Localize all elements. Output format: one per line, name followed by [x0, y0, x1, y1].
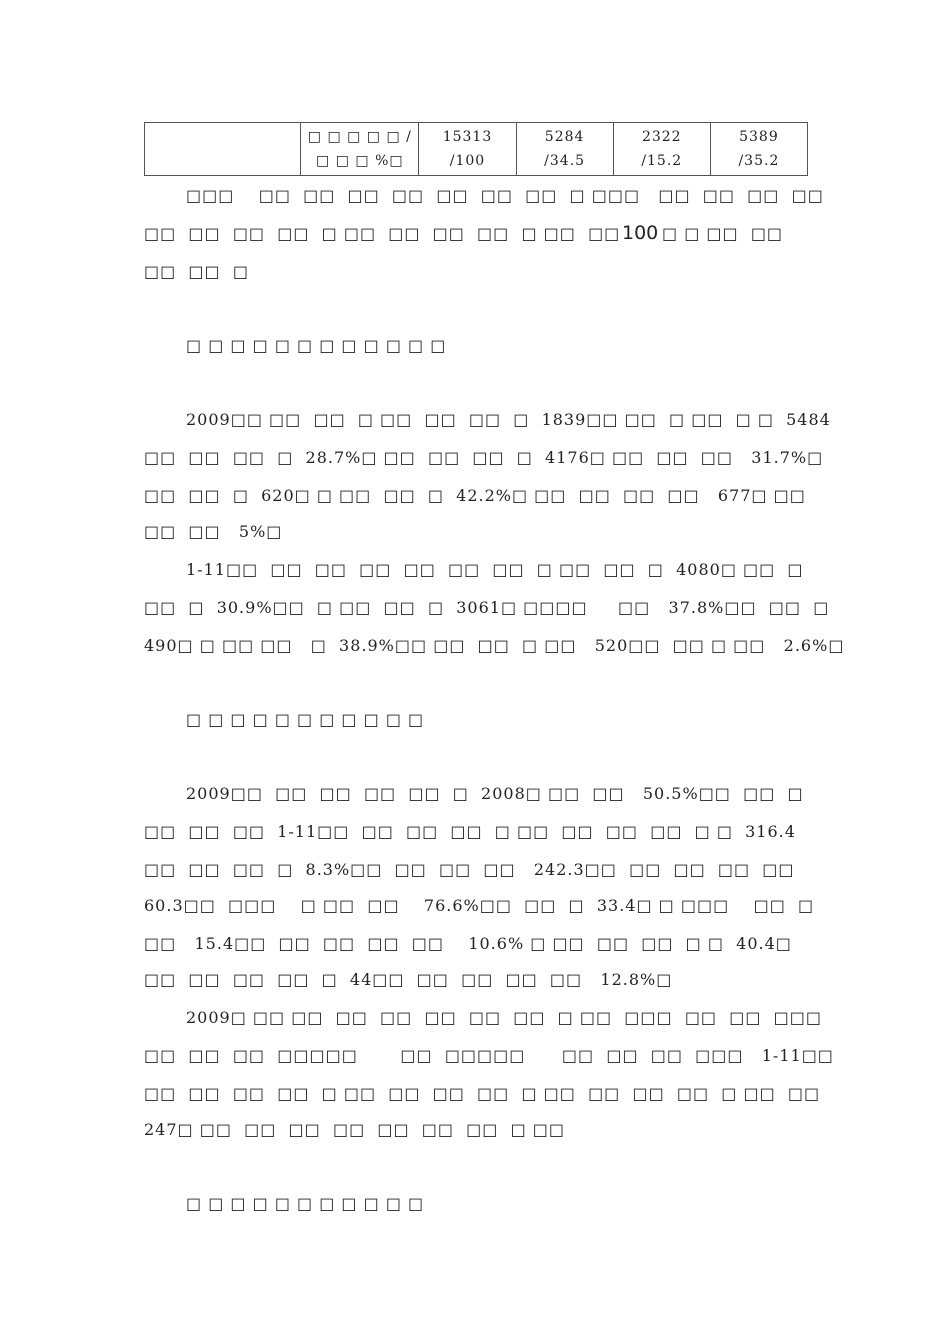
text-line: 2009□ □□ □□ □□ □□ □□ □□ □□ □ □□ □□□ □□ □□ □□□ — [186, 1008, 822, 1027]
text-line: □□ □□ □□ □ 28.7%□ □□ □□ □□ □ 4176□ □□ □□ □□ 31.7%□ — [144, 448, 824, 467]
text-line: □□ □□ □□ □□ □ □□ □□ □□ □□ □ □□ □□ — [144, 224, 621, 243]
label-line-2: □ □ □ %□ — [316, 153, 404, 169]
text-line: □□□ □□ □□ □□ □□ □□ □□ □□ □ □□□ □□ □□ □□ □□ — [186, 186, 824, 205]
cell-share: /35.2 — [738, 153, 780, 169]
text-line: 1-11□□ □□ □□ □□ □□ □□ □□ □ □□ □□ □ 4080□ □□ □ — [186, 560, 804, 579]
text-line: □ □ □□ □□ — [662, 224, 784, 243]
table-cell-col2 — [516, 123, 613, 176]
cell-value: 2322 — [641, 129, 682, 145]
text-number: 100 — [622, 222, 659, 244]
text-line: 2009□□ □□ □□ □□ □□ □ 2008□ □□ □□ 50.5%□□ □□ □ — [186, 784, 804, 803]
cell-share: /15.2 — [641, 153, 683, 169]
text-line: □□ 15.4□□ □□ □□ □□ □□ 10.6% □ □□ □□ □□ □ □ 40.4□ — [144, 934, 792, 953]
section-heading: □ □ □ □ □ □ □ □ □ □ □ — [186, 710, 425, 729]
table-row — [145, 123, 808, 176]
text-line: □□ □ 30.9%□□ □ □□ □□ □ 3061□ □□□□ □□ 37.8%□□ □□ □ — [144, 598, 830, 617]
table-cell-col3 — [613, 123, 710, 176]
text-line: 2009□□ □□ □□ □ □□ □□ □□ □ 1839□□ □□ □ □□ □ □ 5484 — [186, 410, 831, 429]
table-cell-label — [301, 123, 419, 176]
table-cell-col4 — [710, 123, 807, 176]
cell-value: 5389 — [739, 129, 779, 145]
cell-value: 5284 — [544, 129, 585, 145]
data-table — [144, 122, 808, 176]
text-line: □□ □□ □ — [144, 262, 249, 281]
text-line: 490□ □ □□ □□ □ 38.9%□□ □□ □□ □ □□ 520□□ □□ □ □□ 2.6%□ — [144, 636, 845, 655]
section-heading: □ □ □ □ □ □ □ □ □ □ □ — [186, 1194, 425, 1213]
text-line: □□ □□ □□ □□ □ 44□□ □□ □□ □□ □□ 12.8%□ — [144, 970, 673, 989]
text-line: □□ □□ □□ □□ □ □□ □□ □□ □□ □ □□ □□ □□ □□ □ □□ □□ — [144, 1084, 821, 1103]
cell-share: /100 — [449, 153, 486, 169]
text-line: 60.3□□ □□□ □ □□ □□ 76.6%□□ □□ □ 33.4□ □ □□□ □□ □ — [144, 896, 815, 915]
text-line: □□ □□ □□ 1-11□□ □□ □□ □□ □ □□ □□ □□ □□ □ □ 316.4 — [144, 822, 796, 841]
text-line: □□ □□ 5%□ — [144, 522, 283, 541]
text-line: □□ □□ □ 620□ □ □□ □□ □ 42.2%□ □□ □□ □□ □□ 677□ □□ — [144, 486, 806, 505]
text-line: □□ □□ □□ □ 8.3%□□ □□ □□ □□ 242.3□□ □□ □□ □□ □□ — [144, 860, 795, 879]
label-line-1: □ □ □ □ □ / — [307, 129, 412, 145]
text-line: 247□ □□ □□ □□ □□ □□ □□ □□ □ □□ — [144, 1120, 566, 1139]
table-cell-blank — [145, 123, 301, 176]
cell-share: /34.5 — [544, 153, 586, 169]
text-line: □□ □□ □□ □□□□□ □□ □□□□□ □□ □□ □□ □□□ 1-11□□ — [144, 1046, 834, 1065]
cell-value: 15313 — [442, 129, 493, 145]
section-heading: □ □ □ □ □ □ □ □ □ □ □ □ — [186, 336, 447, 355]
table-cell-total — [419, 123, 516, 176]
